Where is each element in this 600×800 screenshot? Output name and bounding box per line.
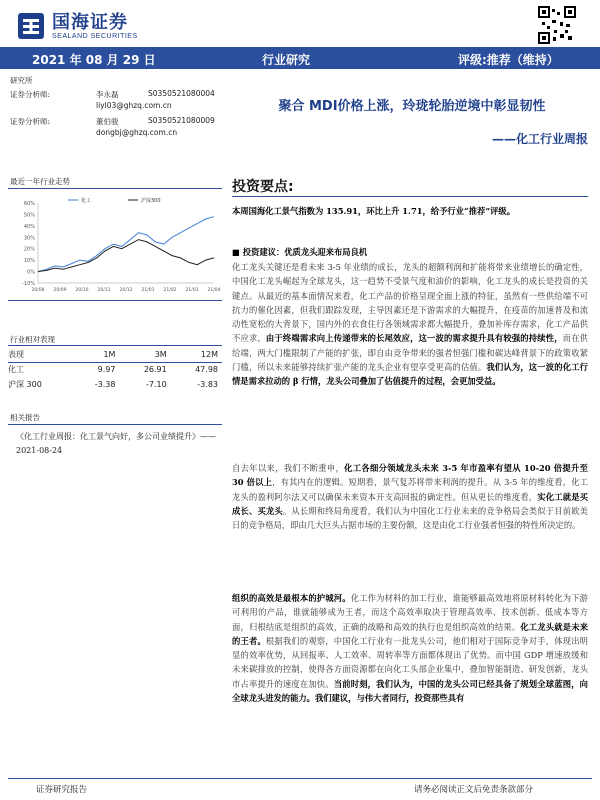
- section-heading: 投资要点:: [232, 179, 294, 195]
- series-line-0: [38, 217, 214, 272]
- y-tick-label: 0%: [27, 269, 35, 276]
- highlight-text: 实化工就是买成长、买龙头: [232, 491, 588, 516]
- table-row: [8, 377, 222, 392]
- x-tick-label: 21/04: [207, 288, 221, 293]
- paragraph-text: 而在供给端，两大门槛限制了产能的扩张，即自由竞争带来的强者恒强门槛和碳达峰背景下的政策收紧门槛，所以未来能够持续扩张产能的龙头企业有望享受更高的估值。: [232, 333, 588, 373]
- body-paragraph: [232, 260, 588, 389]
- report-type: 行业研究: [262, 53, 311, 67]
- y-tick-label: 30%: [23, 235, 35, 242]
- y-tick-label: 50%: [23, 212, 35, 219]
- table-cell: -7.10: [146, 380, 167, 389]
- table-header-cell: 表现: [8, 347, 72, 362]
- highlight-text: 组织的高效是最根本的护城河。: [232, 593, 351, 603]
- footer-right: 请务必阅读正文后免责条款部分: [414, 785, 534, 795]
- table-cell: -3.83: [197, 380, 218, 389]
- report-date: 2021 年 08 月 29 日: [32, 53, 156, 67]
- table-cell: 化工: [8, 365, 24, 375]
- bullet-icon: ■: [232, 247, 243, 257]
- highlight-text: 化工各细分领域龙头未来 3-5 年市盈率有望从 10-20 倍提升至 30 倍以上: [232, 463, 588, 488]
- table-header-cell: 12M: [171, 347, 222, 362]
- highlight-text: 化工龙头就是未来的王者。: [232, 621, 588, 646]
- logo-english: SEALAND SECURITIES: [52, 32, 138, 40]
- body-paragraph: [232, 591, 588, 705]
- table-cell: 9.97: [97, 365, 116, 375]
- trend-title: 最近一年行业走势: [10, 177, 70, 186]
- analyst-2-cert: S0350521080009: [148, 116, 215, 125]
- highlight-text: 由于终端需求向上传递带来的长尾效应，这一波的需求提升具有较强的持续性，: [265, 333, 563, 344]
- legend-label: 沪深300: [141, 198, 161, 204]
- table-cell: 47.98: [195, 365, 218, 375]
- table-cell: 沪深 300: [8, 380, 42, 389]
- y-tick-label: 40%: [23, 223, 35, 230]
- table-cell: 26.91: [143, 365, 167, 375]
- legend-label: 化工: [81, 198, 92, 204]
- report-title: 聚合 MDI价格上涨，玲珑轮胎逆境中彰显韧性: [278, 99, 546, 114]
- company-logo: [16, 6, 138, 46]
- table-header-cell: 3M: [119, 347, 170, 362]
- table-cell: -3.38: [94, 380, 116, 389]
- divider: [8, 188, 222, 189]
- highlight-text: 我们认为，这一波的化工行情是需求拉动的 β 行情，龙头公司叠加了估值提升的过程，会更加受益。: [232, 362, 588, 387]
- performance-title: 行业相对表现: [10, 335, 55, 344]
- x-tick-label: 20/11: [97, 288, 111, 293]
- x-tick-label: 21/03: [185, 288, 199, 293]
- analyst-1-cert: S0350521080004: [148, 89, 215, 98]
- intro-paragraph: 本周国海化工景气指数为 135.91，环比上升 1.71，给予行业“推荐”评级。: [232, 206, 516, 216]
- table-header-row: [8, 347, 222, 362]
- divider: [8, 300, 222, 301]
- paragraph-text: 自去年以来，我们不断重申，: [232, 463, 345, 473]
- footer-divider: [8, 778, 592, 779]
- divider: [8, 424, 222, 425]
- x-tick-label: 21/01: [141, 288, 155, 293]
- analyst-2-name: 董伯骏: [96, 117, 119, 126]
- y-tick-label: 10%: [23, 258, 35, 265]
- report-rating: 评级:推荐（维持）: [458, 53, 559, 67]
- table-header-cell: 1M: [72, 347, 119, 362]
- divider: [232, 196, 588, 197]
- analyst-1-role: 证券分析师:: [10, 90, 51, 99]
- y-tick-label: 60%: [23, 201, 35, 207]
- y-tick-label: -10%: [22, 281, 35, 287]
- paragraph-text: 根据我们的观察，中国化工行业有一批龙头公司，他们相对于国际竞争对手，体现出明显的效率优势，从回报率、人工效率、周转率等方面都体现出了优势。而中国 GDP 增速放缓和未来碳排放的控制，使得各方面资源都在向化工头部企业集中，叠加智能制造、研发创新，龙头市占率提升的速度在加快。: [232, 635, 588, 689]
- performance-table: [8, 347, 222, 392]
- x-tick-label: 21/02: [163, 288, 177, 293]
- paragraph-text: 化工龙头关键还是看未来 3-5 年业绩的成长，龙头的超额利润和扩能将带来业绩增长的确定性，中国化工龙头崛起为全球龙头，这一趋势不受景气度和油价的影响，化工龙头的成长是投资的关键点。从最近的基本面情况来看，化工产品的价格呈现全面上涨的特征，虽然有一些供给端不可抗力的催化因素，但我们跟踪发现，主导因素还是下游需求的大幅提升，在疫苗的加速普及和流动性宽松的大背景下，国内外的衣食住行各领域需求都大幅提升，叠加补库存需求，化工产品供不应求，: [232, 262, 588, 344]
- x-tick-label: 20/08: [31, 288, 45, 293]
- report-info-bar: [0, 47, 600, 69]
- industry-trend-chart: [8, 195, 222, 297]
- x-tick-label: 20/09: [53, 288, 67, 293]
- logo-chinese: 国海证券: [52, 11, 128, 33]
- paragraph-text: ，有其内在的逻辑。短期看，景气复苏将带来利润的提升。从 3-5 年的维度看，化工龙头的盈利阿尔法又可以确保未来资本开支高回报的确定性。但从更长的维度看，: [232, 477, 588, 502]
- institute-label: 研究所: [10, 76, 33, 85]
- table-row: [8, 362, 222, 377]
- paragraph-text: 。从长期和终局角度看，我们认为中国化工行业未来的竞争格局会类似于目前欧美日的竞争格局，即由几大巨头占据市场的主要份额，这是由化工行业强者恒强的特性所决定的。: [232, 505, 588, 531]
- related-reports-title: 相关报告: [10, 413, 40, 422]
- highlight-text: 当前时刻，我们认为，中国的龙头公司已经具备了规划全球蓝图，向全球龙头进发的能力。我们建议，与伟大者同行，投资那些具有: [232, 678, 588, 704]
- paragraph-text: 化工作为材料的加工行业，谁能够最高效地将原材料转化为下游可利用的产品，谁就能够成为王者，而这个高效率取决于管理高效率、技术创新、低成本等方面，归根结底是组织的高效，正确的战略和高效的执行也是组织高效的结果。: [232, 593, 588, 632]
- divider: [8, 345, 222, 346]
- y-tick-label: 20%: [23, 246, 35, 253]
- body-paragraph: [232, 461, 588, 532]
- x-tick-label: 20/10: [75, 288, 89, 293]
- bullet-text: 投资建议：优质龙头迎来布局良机: [242, 247, 368, 257]
- analyst-2-email[interactable]: dongbj@ghzq.com.cn: [96, 128, 178, 137]
- x-tick-label: 20/12: [119, 288, 133, 293]
- sealand-logo-icon: [16, 11, 46, 41]
- analyst-1-name: 李永磊: [96, 90, 119, 99]
- bullet-heading: [232, 246, 367, 258]
- footer-left: 证券研究报告: [36, 785, 88, 795]
- report-subtitle: ——化工行业周报: [491, 132, 588, 146]
- qr-code-icon: [538, 6, 576, 44]
- analyst-1-email[interactable]: liyl03@ghzq.com.cn: [96, 101, 172, 110]
- analyst-2-role: 证券分析师:: [10, 117, 51, 126]
- related-report-link[interactable]: 《化工行业周报：化工景气向好，多公司业绩提升》——2021-08-24: [16, 432, 216, 455]
